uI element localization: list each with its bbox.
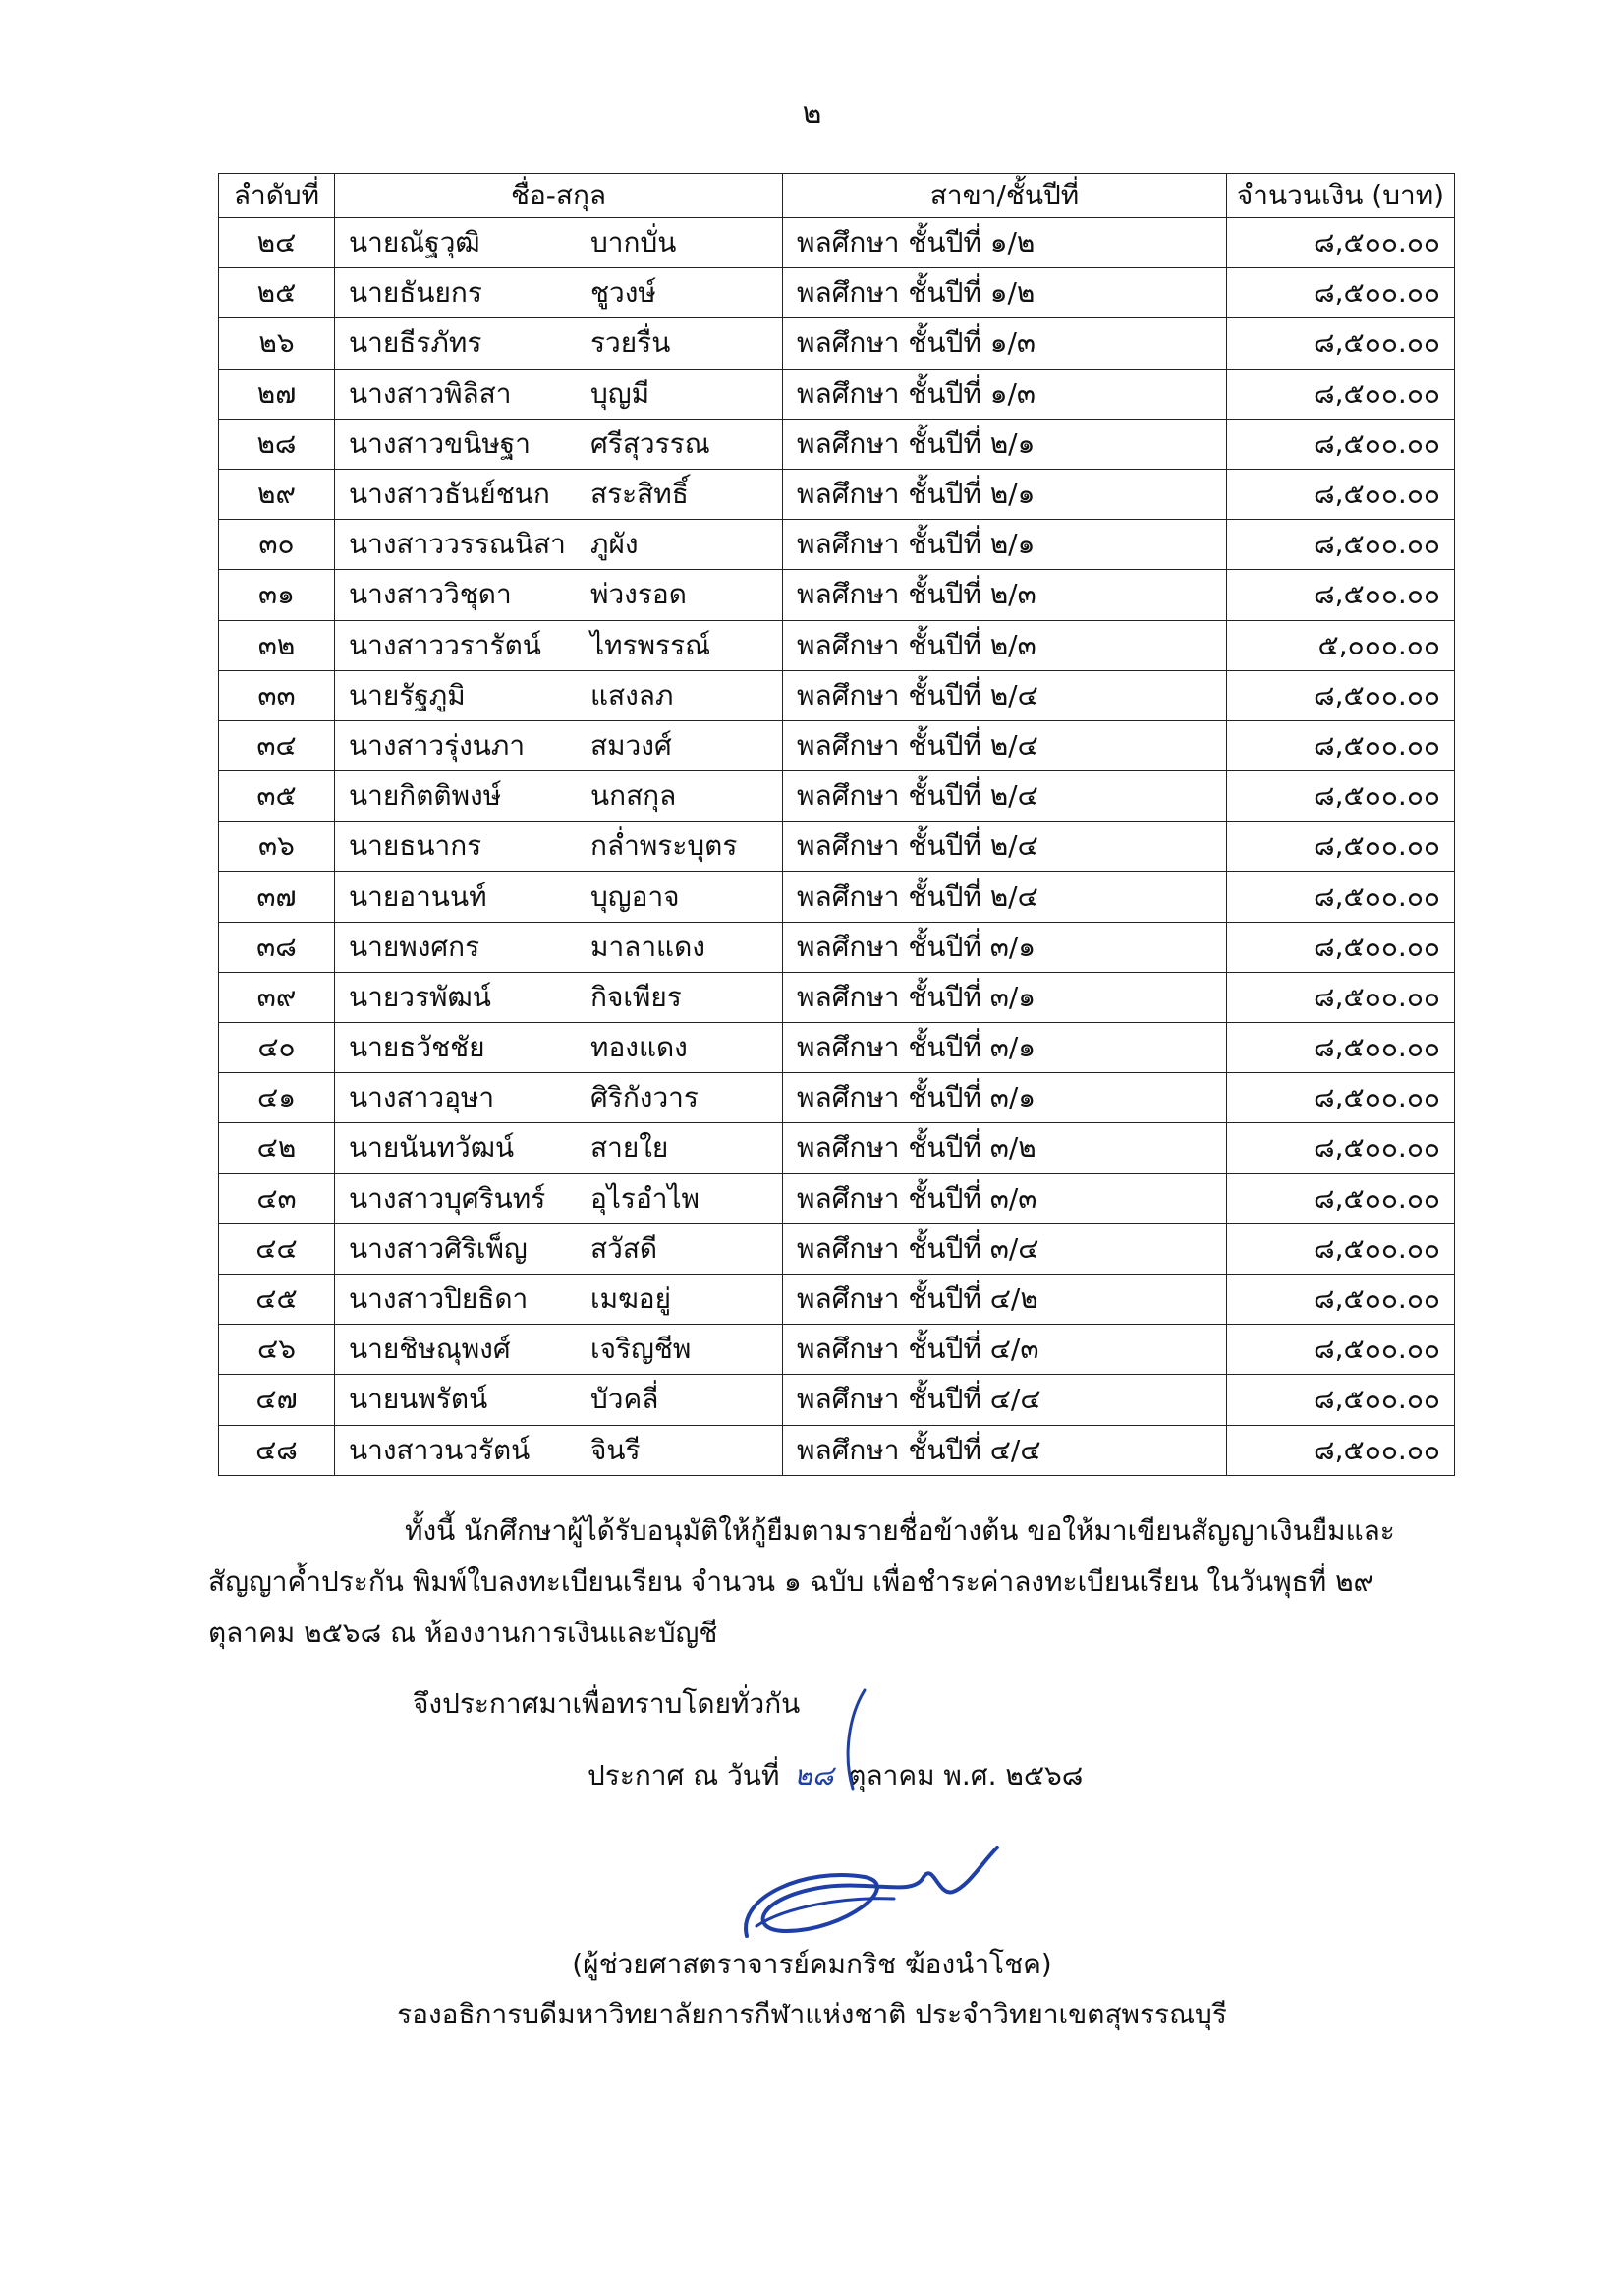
row-major: พลศึกษา ชั้นปีที่ ๔/๔ xyxy=(783,1425,1227,1475)
row-amount: ๘,๕๐๐.๐๐ xyxy=(1227,1173,1455,1223)
table-row xyxy=(219,419,1455,469)
row-order: ๔๘ xyxy=(219,1425,335,1475)
row-amount: ๘,๕๐๐.๐๐ xyxy=(1227,872,1455,922)
row-last-name: สวัสดี xyxy=(590,1231,658,1265)
row-first-name: นางสาวรุ่งนภา xyxy=(349,728,526,762)
row-last-name: ทองแดง xyxy=(590,1031,688,1064)
row-amount: ๘,๕๐๐.๐๐ xyxy=(1227,520,1455,570)
row-first-name: นางสาวธันย์ชนก xyxy=(349,478,550,511)
row-fullname xyxy=(335,620,783,670)
row-major: พลศึกษา ชั้นปีที่ ๓/๓ xyxy=(783,1173,1227,1223)
row-fullname xyxy=(335,670,783,720)
row-order: ๓๐ xyxy=(219,520,335,570)
row-first-name: นายธีรภัทร xyxy=(349,326,482,360)
row-major: พลศึกษา ชั้นปีที่ ๒/๔ xyxy=(783,771,1227,822)
table-row xyxy=(219,822,1455,872)
table-row xyxy=(219,318,1455,369)
row-last-name: เมฆอยู่ xyxy=(590,1282,672,1316)
table-row xyxy=(219,218,1455,268)
row-last-name: สระสิทธิ์ xyxy=(590,478,689,511)
row-major: พลศึกษา ชั้นปีที่ ๑/๓ xyxy=(783,369,1227,419)
row-order: ๔๐ xyxy=(219,1023,335,1073)
table-row xyxy=(219,1325,1455,1375)
row-last-name: จินรี xyxy=(590,1433,641,1466)
row-order: ๓๙ xyxy=(219,972,335,1022)
table-row xyxy=(219,1073,1455,1123)
row-order: ๒๘ xyxy=(219,419,335,469)
row-major: พลศึกษา ชั้นปีที่ ๒/๓ xyxy=(783,620,1227,670)
table-row xyxy=(219,268,1455,318)
row-first-name: นางสาวพิลิสา xyxy=(349,376,512,410)
row-last-name: ไทรพรรณ์ xyxy=(590,628,711,661)
row-amount: ๘,๕๐๐.๐๐ xyxy=(1227,822,1455,872)
date-prefix: ประกาศ ณ วันที่ xyxy=(588,1759,780,1792)
table-row xyxy=(219,1023,1455,1073)
row-major: พลศึกษา ชั้นปีที่ ๔/๔ xyxy=(783,1375,1227,1425)
row-amount: ๘,๕๐๐.๐๐ xyxy=(1227,218,1455,268)
row-major: พลศึกษา ชั้นปีที่ ๒/๓ xyxy=(783,570,1227,620)
row-order: ๔๑ xyxy=(219,1073,335,1123)
row-fullname xyxy=(335,218,783,268)
header-name: ชื่อ-สกุล xyxy=(335,174,783,218)
row-first-name: นางสาวอุษา xyxy=(349,1081,495,1114)
row-major: พลศึกษา ชั้นปีที่ ๓/๒ xyxy=(783,1123,1227,1173)
row-last-name: บัวคลี่ xyxy=(590,1383,659,1416)
table-row xyxy=(219,1274,1455,1324)
row-first-name: นางสาววรรณนิสา xyxy=(349,528,566,561)
row-order: ๓๑ xyxy=(219,570,335,620)
table-header-row xyxy=(219,174,1455,218)
signatory-position: รองอธิการบดีมหาวิทยาลัยการกีฬาแห่งชาติ ประจำวิทยาเขตสุพรรณบุรี xyxy=(397,1998,1227,2030)
row-amount: ๘,๕๐๐.๐๐ xyxy=(1227,922,1455,972)
row-order: ๔๓ xyxy=(219,1173,335,1223)
row-first-name: นายพงศกร xyxy=(349,930,480,963)
row-last-name: สมวงศ์ xyxy=(590,728,672,762)
row-first-name: นางสาวขนิษฐา xyxy=(349,427,531,460)
row-last-name: แสงลภ xyxy=(590,678,674,711)
table-row xyxy=(219,520,1455,570)
row-fullname xyxy=(335,720,783,770)
table-row xyxy=(219,1123,1455,1173)
table-row xyxy=(219,469,1455,519)
row-fullname xyxy=(335,1223,783,1274)
row-fullname xyxy=(335,922,783,972)
row-fullname xyxy=(335,822,783,872)
row-fullname xyxy=(335,1375,783,1425)
signatory-name: (ผู้ช่วยศาสตราจารย์คมกริช ฆ้องนำโชค) xyxy=(572,1948,1052,1980)
table-row xyxy=(219,670,1455,720)
row-last-name: นกสกุล xyxy=(590,779,677,813)
row-amount: ๘,๕๐๐.๐๐ xyxy=(1227,771,1455,822)
row-amount: ๘,๕๐๐.๐๐ xyxy=(1227,1123,1455,1173)
row-amount: ๘,๕๐๐.๐๐ xyxy=(1227,1375,1455,1425)
row-last-name: บุญอาจ xyxy=(590,880,680,913)
row-last-name: มาลาแดง xyxy=(590,930,705,963)
announcement-text: จึงประกาศมาเพื่อทราบโดยทั่วกัน xyxy=(413,1687,801,1720)
row-amount: ๘,๕๐๐.๐๐ xyxy=(1227,670,1455,720)
row-order: ๓๔ xyxy=(219,720,335,770)
row-order: ๒๖ xyxy=(219,318,335,369)
row-first-name: นางสาววิชุดา xyxy=(349,578,512,611)
row-order: ๔๒ xyxy=(219,1123,335,1173)
row-major: พลศึกษา ชั้นปีที่ ๔/๒ xyxy=(783,1274,1227,1324)
row-major: พลศึกษา ชั้นปีที่ ๓/๑ xyxy=(783,1023,1227,1073)
row-major: พลศึกษา ชั้นปีที่ ๓/๑ xyxy=(783,922,1227,972)
date-day-handwritten: ๒๘ xyxy=(794,1759,834,1792)
row-order: ๓๓ xyxy=(219,670,335,720)
row-first-name: นายธันยกร xyxy=(349,276,482,310)
row-fullname xyxy=(335,1023,783,1073)
row-major: พลศึกษา ชั้นปีที่ ๓/๑ xyxy=(783,1073,1227,1123)
row-first-name: นายนพรัตน์ xyxy=(349,1383,488,1416)
row-major: พลศึกษา ชั้นปีที่ ๒/๑ xyxy=(783,520,1227,570)
row-order: ๔๗ xyxy=(219,1375,335,1425)
row-last-name: บากบั่น xyxy=(590,226,677,259)
date-initial-mark xyxy=(835,1686,874,1794)
row-fullname xyxy=(335,570,783,620)
row-last-name: รวยรื่น xyxy=(590,326,671,360)
row-last-name: ศรีสุวรรณ xyxy=(590,427,710,460)
row-amount: ๘,๕๐๐.๐๐ xyxy=(1227,1325,1455,1375)
row-last-name: ศิริกังวาร xyxy=(590,1081,699,1114)
row-amount: ๘,๕๐๐.๐๐ xyxy=(1227,268,1455,318)
row-last-name: สายใย xyxy=(590,1131,669,1165)
handwritten-signature xyxy=(727,1838,1012,1946)
row-fullname xyxy=(335,369,783,419)
row-last-name: กล่ำพระบุตร xyxy=(590,829,738,863)
row-fullname xyxy=(335,1173,783,1223)
row-order: ๓๖ xyxy=(219,822,335,872)
row-order: ๓๘ xyxy=(219,922,335,972)
row-major: พลศึกษา ชั้นปีที่ ๔/๓ xyxy=(783,1325,1227,1375)
notice-line-1: ทั้งนี้ นักศึกษาผู้ได้รับอนุมัติให้กู้ยืมตามรายชื่อข้างต้น ขอให้มาเขียนสัญญาเงินยืมและ xyxy=(405,1514,1395,1547)
row-amount: ๘,๕๐๐.๐๐ xyxy=(1227,318,1455,369)
row-order: ๒๙ xyxy=(219,469,335,519)
row-first-name: นางสาววรารัตน์ xyxy=(349,628,541,661)
row-amount: ๘,๕๐๐.๐๐ xyxy=(1227,720,1455,770)
row-amount: ๘,๕๐๐.๐๐ xyxy=(1227,369,1455,419)
row-last-name: เจริญชีพ xyxy=(590,1333,692,1366)
row-major: พลศึกษา ชั้นปีที่ ๒/๔ xyxy=(783,872,1227,922)
row-last-name: อุไรอำไพ xyxy=(590,1181,700,1215)
row-order: ๓๕ xyxy=(219,771,335,822)
row-major: พลศึกษา ชั้นปีที่ ๒/๔ xyxy=(783,720,1227,770)
row-order: ๓๒ xyxy=(219,620,335,670)
table-row xyxy=(219,1223,1455,1274)
row-first-name: นายธวัชชัย xyxy=(349,1031,485,1064)
row-major: พลศึกษา ชั้นปีที่ ๓/๑ xyxy=(783,972,1227,1022)
row-fullname xyxy=(335,520,783,570)
row-order: ๒๔ xyxy=(219,218,335,268)
row-major: พลศึกษา ชั้นปีที่ ๑/๒ xyxy=(783,268,1227,318)
header-amount: จำนวนเงิน (บาท) xyxy=(1227,174,1455,218)
row-first-name: นางสาวบุศรินทร์ xyxy=(349,1181,546,1215)
date-suffix: ตุลาคม พ.ศ. ๒๕๖๘ xyxy=(848,1759,1084,1792)
table-row xyxy=(219,1375,1455,1425)
table-row xyxy=(219,570,1455,620)
row-last-name: พ่วงรอด xyxy=(590,578,687,611)
row-amount: ๘,๕๐๐.๐๐ xyxy=(1227,1274,1455,1324)
row-fullname xyxy=(335,1425,783,1475)
row-amount: ๘,๕๐๐.๐๐ xyxy=(1227,469,1455,519)
row-amount: ๘,๕๐๐.๐๐ xyxy=(1227,1073,1455,1123)
loan-approval-table xyxy=(218,173,1455,1476)
row-first-name: นายธนากร xyxy=(349,829,482,863)
table-row xyxy=(219,620,1455,670)
row-amount: ๘,๕๐๐.๐๐ xyxy=(1227,570,1455,620)
row-fullname xyxy=(335,1123,783,1173)
row-major: พลศึกษา ชั้นปีที่ ๑/๓ xyxy=(783,318,1227,369)
row-major: พลศึกษา ชั้นปีที่ ๓/๔ xyxy=(783,1223,1227,1274)
row-amount: ๘,๕๐๐.๐๐ xyxy=(1227,972,1455,1022)
row-first-name: นายนันทวัฒน์ xyxy=(349,1131,515,1165)
row-first-name: นางสาวนวรัตน์ xyxy=(349,1433,531,1466)
header-order: ลำดับที่ xyxy=(219,174,335,218)
row-major: พลศึกษา ชั้นปีที่ ๒/๑ xyxy=(783,469,1227,519)
row-first-name: นายชิษณุพงศ์ xyxy=(349,1333,511,1366)
row-major: พลศึกษา ชั้นปีที่ ๑/๒ xyxy=(783,218,1227,268)
table-row xyxy=(219,872,1455,922)
row-amount: ๘,๕๐๐.๐๐ xyxy=(1227,1023,1455,1073)
row-last-name: กิจเพียร xyxy=(590,980,682,1013)
row-first-name: นายณัฐวุฒิ xyxy=(349,226,480,259)
row-first-name: นางสาวศิริเพ็ญ xyxy=(349,1231,528,1265)
row-fullname xyxy=(335,1073,783,1123)
notice-paragraph xyxy=(208,1506,1461,1659)
row-amount: ๘,๕๐๐.๐๐ xyxy=(1227,419,1455,469)
header-major: สาขา/ชั้นปีที่ xyxy=(783,174,1227,218)
row-amount: ๘,๕๐๐.๐๐ xyxy=(1227,1223,1455,1274)
row-amount: ๕,๐๐๐.๐๐ xyxy=(1227,620,1455,670)
row-first-name: นายกิตติพงษ์ xyxy=(349,779,502,813)
row-last-name: บุญมี xyxy=(590,376,650,410)
row-order: ๒๗ xyxy=(219,369,335,419)
row-first-name: นายรัฐภูมิ xyxy=(349,678,466,711)
table-row xyxy=(219,369,1455,419)
row-fullname xyxy=(335,1325,783,1375)
row-order: ๔๖ xyxy=(219,1325,335,1375)
row-order: ๔๕ xyxy=(219,1274,335,1324)
notice-line-2: สัญญาค้ำประกัน พิมพ์ใบลงทะเบียนเรียน จำนวน ๑ ฉบับ เพื่อชำระค่าลงทะเบียนเรียน ในวันพุธที่ ๒๙ xyxy=(208,1565,1374,1598)
row-fullname xyxy=(335,771,783,822)
row-fullname xyxy=(335,268,783,318)
page-number: ๒ xyxy=(802,96,822,131)
table-row xyxy=(219,972,1455,1022)
row-last-name: ภูผัง xyxy=(590,528,639,561)
row-fullname xyxy=(335,419,783,469)
notice-line-3: ตุลาคม ๒๕๖๘ ณ ห้องงานการเงินและบัญชี xyxy=(208,1617,718,1649)
table-row xyxy=(219,1425,1455,1475)
row-fullname xyxy=(335,972,783,1022)
row-major: พลศึกษา ชั้นปีที่ ๒/๑ xyxy=(783,419,1227,469)
row-order: ๓๗ xyxy=(219,872,335,922)
table-row xyxy=(219,720,1455,770)
row-first-name: นายอานนท์ xyxy=(349,880,487,913)
row-amount: ๘,๕๐๐.๐๐ xyxy=(1227,1425,1455,1475)
row-order: ๔๔ xyxy=(219,1223,335,1274)
table-row xyxy=(219,922,1455,972)
row-fullname xyxy=(335,1274,783,1324)
table-row xyxy=(219,771,1455,822)
row-order: ๒๕ xyxy=(219,268,335,318)
row-first-name: นางสาวปิยธิดา xyxy=(349,1282,529,1316)
row-major: พลศึกษา ชั้นปีที่ ๒/๔ xyxy=(783,670,1227,720)
row-last-name: ชูวงษ์ xyxy=(590,276,656,310)
row-major: พลศึกษา ชั้นปีที่ ๒/๔ xyxy=(783,822,1227,872)
table-row xyxy=(219,1173,1455,1223)
row-fullname xyxy=(335,469,783,519)
row-first-name: นายวรพัฒน์ xyxy=(349,980,491,1013)
row-fullname xyxy=(335,318,783,369)
row-fullname xyxy=(335,872,783,922)
